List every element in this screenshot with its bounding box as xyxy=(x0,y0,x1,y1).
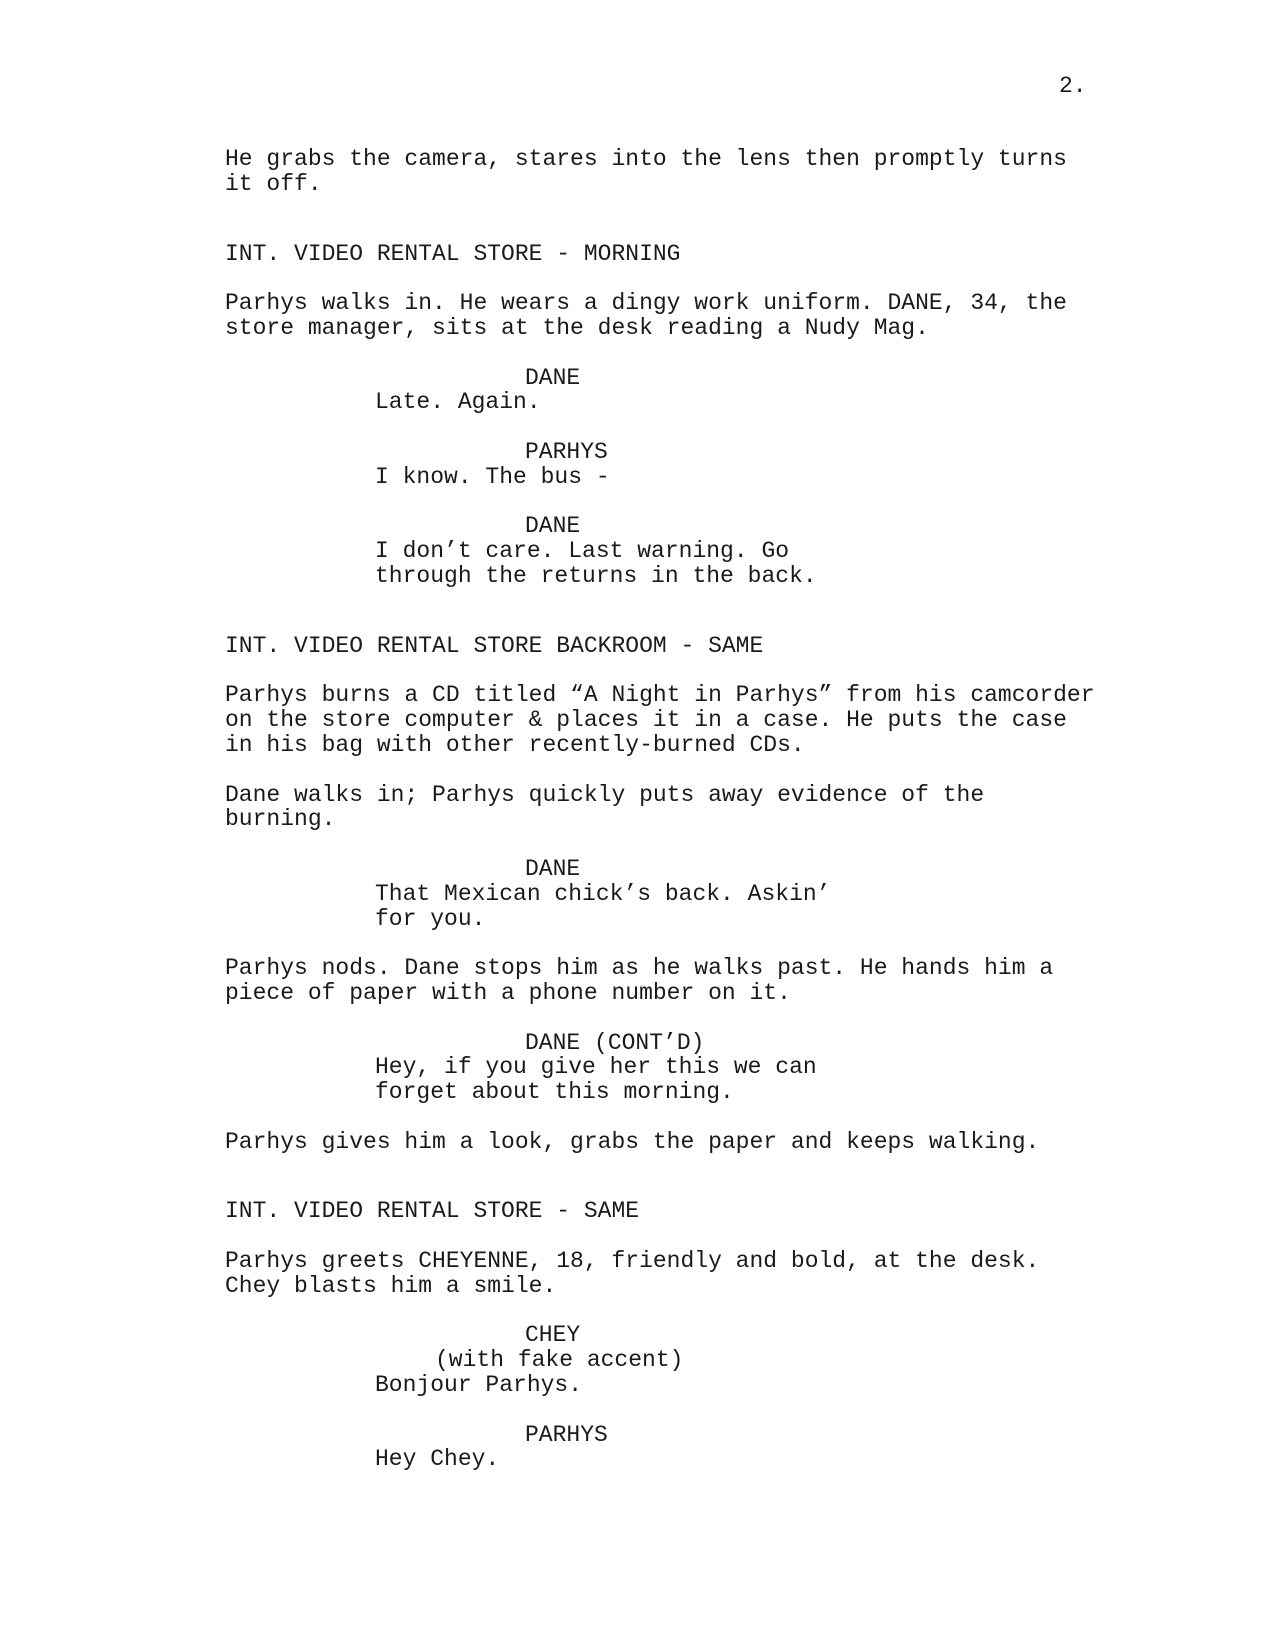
dialogue-line: Hey Chey. xyxy=(375,1446,500,1473)
character-name: PARHYS xyxy=(525,438,608,465)
dialogue-line: Hey, if you give her this we can forget about this morning. xyxy=(375,1054,817,1106)
action-line: Parhys gives him a look, grabs the paper and keeps walking. xyxy=(225,1128,1040,1155)
action-line: He grabs the camera, stares into the lens then promptly turns it off. xyxy=(225,146,1067,197)
action-line: Parhys burns a CD titled “A Night in Parhys” from his camcorder on the store computer & places it in a case. He puts the case in his bag with other recently-burned CDs. xyxy=(225,682,1095,758)
dialogue-block xyxy=(225,1423,1125,1473)
dialogue-line: I know. The bus - xyxy=(375,463,610,490)
scene-heading: INT. VIDEO RENTAL STORE BACKROOM - SAME xyxy=(225,632,764,659)
character-name: DANE xyxy=(525,364,581,391)
action-line: Dane walks in; Parhys quickly puts away evidence of the burning. xyxy=(225,781,985,833)
page-number: 2. xyxy=(1059,73,1087,99)
parenthetical: (with fake accent) xyxy=(435,1347,684,1374)
dialogue-block xyxy=(225,440,1125,490)
character-name: CHEY xyxy=(525,1322,581,1349)
character-name: DANE (CONT’D) xyxy=(525,1029,705,1056)
dialogue-block xyxy=(225,1323,1125,1397)
character-name: DANE xyxy=(525,855,581,882)
dialogue-block xyxy=(225,514,1125,588)
dialogue-line: I don’t care. Last warning. Go through the returns in the back. xyxy=(375,538,817,589)
dialogue-line: Bonjour Parhys. xyxy=(375,1372,583,1399)
action-line: Parhys walks in. He wears a dingy work uniform. DANE, 34, the store manager, sits at the desk reading a Nudy Mag. xyxy=(225,290,1067,341)
dialogue-line: That Mexican chick’s back. Askin’ for you. xyxy=(375,880,831,932)
dialogue-block xyxy=(225,366,1125,416)
dialogue-block xyxy=(225,857,1125,931)
scene-heading: INT. VIDEO RENTAL STORE - SAME xyxy=(225,1198,640,1225)
character-name: DANE xyxy=(525,513,581,540)
scene-heading: INT. VIDEO RENTAL STORE - MORNING xyxy=(225,240,681,267)
character-name: PARHYS xyxy=(525,1421,608,1448)
dialogue-line: Late. Again. xyxy=(375,389,541,416)
screenplay-body xyxy=(225,147,1125,1497)
dialogue-block xyxy=(225,1031,1125,1105)
action-line: Parhys greets CHEYENNE, 18, friendly and bold, at the desk. Chey blasts him a smile. xyxy=(225,1248,1040,1299)
action-line: Parhys nods. Dane stops him as he walks past. He hands him a piece of paper with a phone number on it. xyxy=(225,955,1054,1006)
